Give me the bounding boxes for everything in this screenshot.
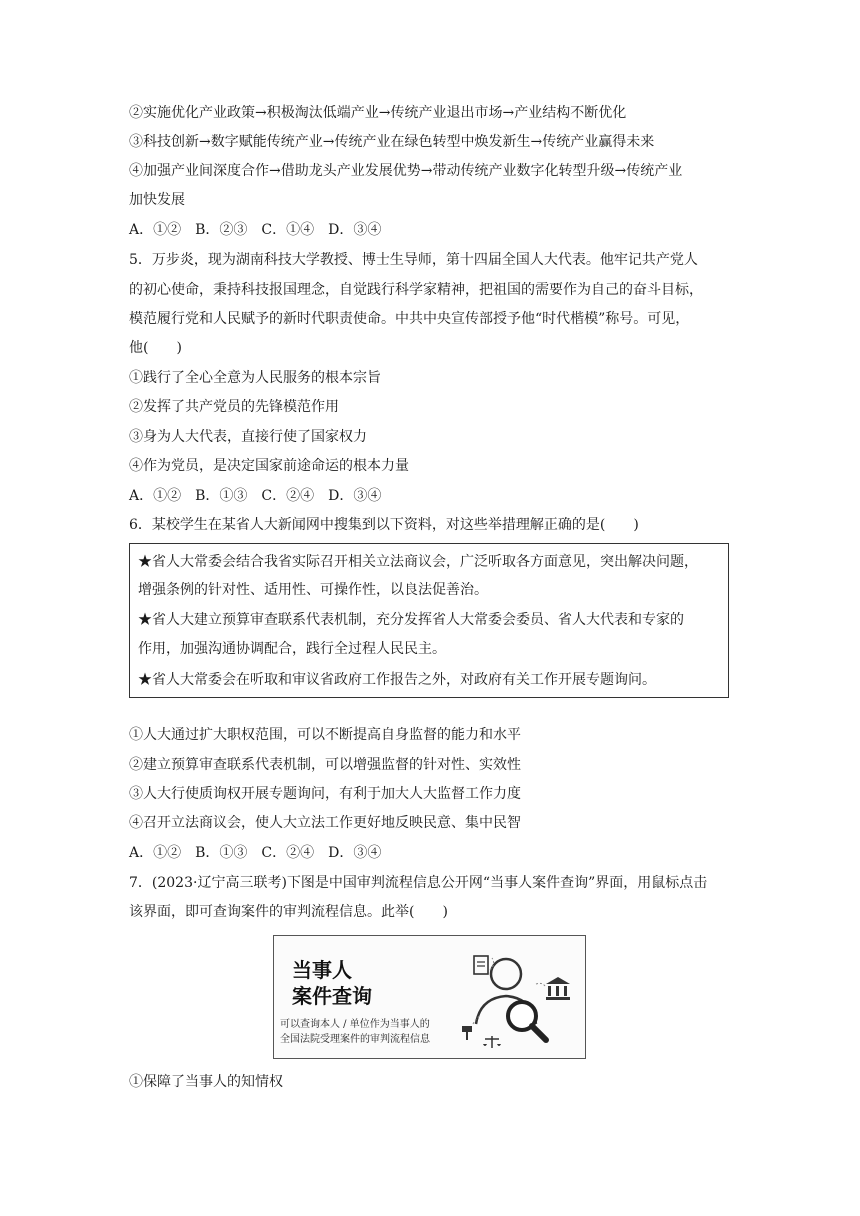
option-line: ④加强产业间深度合作→借助龙头产业发展优势→带动传统产业数字化转型升级→传统产业 [129, 163, 683, 179]
question-5-stem: 5．万步炎，现为湖南科技大学教授、博士生导师，第十四届全国人大代表。他牢记共产党人 [129, 252, 698, 268]
option-line: ②实施优化产业政策→积极淘汰低端产业→传统产业退出市场→产业结构不断优化 [129, 105, 627, 121]
answer-choices: A．①② B．②③ C．①④ D．③④ [129, 222, 382, 238]
question-5-stem: 他( ) [129, 340, 182, 356]
question-5-option: ②发挥了共产党员的先锋模范作用 [129, 399, 339, 415]
material-line: ★省人大建立预算审查联系代表机制，充分发挥省人大常委会委员、省人大代表和专家的 [138, 612, 684, 628]
figure-title: 当事人 [292, 958, 352, 982]
option-line: ③科技创新→数字赋能传统产业→传统产业在绿色转型中焕发新生→传统产业赢得未来 [129, 134, 655, 150]
person-search-icon [424, 944, 579, 1056]
figure-title: 案件查询 [292, 984, 372, 1008]
question-5-option: ①践行了全心全意为人民服务的根本宗旨 [129, 370, 381, 386]
question-6-option: ③人大行使质询权开展专题询问，有利于加大人大监督工作力度 [129, 786, 521, 802]
question-5-option: ③身为人大代表，直接行使了国家权力 [129, 429, 367, 445]
case-query-figure [273, 935, 586, 1059]
question-5-stem: 模范履行党和人民赋予的新时代职责使命。中共中央宣传部授予他“时代楷模”称号。可见， [129, 311, 690, 327]
question-7-stem: 7．(2023·辽宁高三联考)下图是中国审判流程信息公开网“当事人案件查询”界面，用鼠标点击 [129, 875, 708, 891]
question-6-option: ②建立预算审查联系代表机制，可以增强监督的针对性、实效性 [129, 757, 521, 773]
material-box [129, 543, 729, 698]
answer-choices: A．①② B．①③ C．②④ D．③④ [129, 488, 382, 504]
question-5-option: ④作为党员，是决定国家前途命运的根本力量 [129, 458, 409, 474]
question-6-option: ④召开立法商议会，使人大立法工作更好地反映民意、集中民智 [129, 815, 521, 831]
material-line: ★省人大常委会在听取和审议省政府工作报告之外，对政府有关工作开展专题询问。 [138, 672, 656, 688]
question-6-option: ①人大通过扩大职权范围，可以不断提高自身监督的能力和水平 [129, 727, 521, 743]
question-5-stem: 的初心使命，秉持科技报国理念，自觉践行科学家精神，把祖国的需要作为自己的奋斗目标， [129, 282, 703, 298]
question-6-stem: 6．某校学生在某省人大新闻网中搜集到以下资料，对这些举措理解正确的是( ) [129, 517, 639, 533]
material-line: 增强条例的针对性、适用性、可操作性，以良法促善治。 [138, 582, 488, 598]
material-line: 作用，加强沟通协调配合，践行全过程人民民主。 [138, 641, 446, 657]
answer-choices: A．①② B．①③ C．②④ D．③④ [129, 845, 382, 861]
question-7-option: ①保障了当事人的知情权 [129, 1074, 283, 1090]
figure-caption: 可以查询本人 / 单位作为当事人的 [280, 1019, 430, 1030]
option-line: 加快发展 [129, 192, 185, 208]
material-line: ★省人大常委会结合我省实际召开相关立法商议会，广泛听取各方面意见，突出解决问题， [138, 554, 698, 570]
figure-caption: 全国法院受理案件的审判流程信息 [280, 1034, 430, 1045]
question-7-stem: 该界面，即可查询案件的审判流程信息。此举( ) [129, 904, 448, 920]
